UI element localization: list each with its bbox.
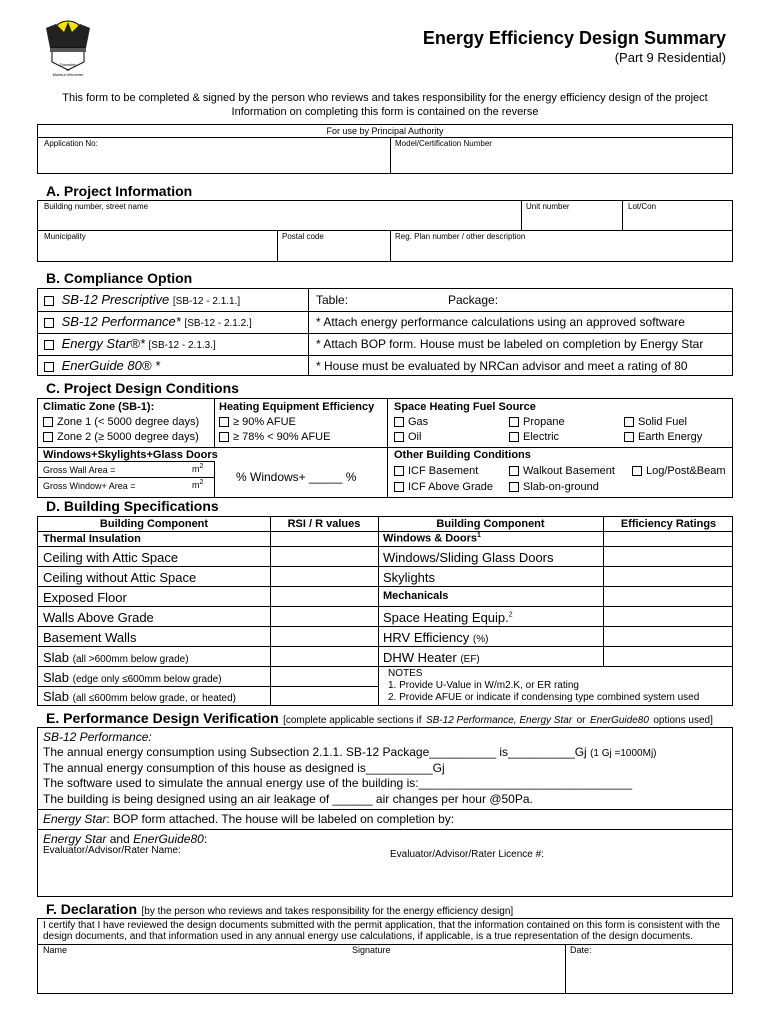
reg-plan-field[interactable]: Reg. Plan number / other description [395,232,526,241]
energy-star-rest: : BOP form attached. The house will be labeled on completion by: [106,812,455,826]
slab-on-ground-option[interactable] [509,481,599,493]
notes-heading: NOTES [388,668,423,679]
gross-wall-unit: $m^2$ [192,463,204,474]
checkbox-icon[interactable] [624,432,634,442]
building-specs-table [37,516,733,706]
zone1-label: Zone 1 (< 5000 degree days) [57,416,200,428]
package-field[interactable]: Package: [448,293,499,307]
windows-heading: Windows+Skylights+Glass Doors [43,449,218,461]
thermal-insulation-label: Thermal Insulation [43,533,141,545]
checkbox-icon[interactable] [632,466,642,476]
hrv-text: HRV Efficiency [383,630,470,645]
option-ref: [SB-12 - 2.1.2.] [184,318,252,329]
fuel-label: Gas [408,416,429,428]
unit-m: m [192,464,200,474]
note-2: 2. Provide AFUE or indicate if condensing type combined system used [388,692,700,703]
cond-label: Log/Post&Beam [646,465,726,477]
cond-label: ICF Basement [408,465,479,477]
he-label: ≥ 78% < 90% AFUE [233,431,331,443]
slab-note: (all >600mm below grade) [72,654,189,665]
section-e-note: options used] [653,715,713,726]
intro-line-2: Information on completing this form is contained on the reverse [231,106,539,118]
he-option-78[interactable] [219,431,330,443]
project-info-box [37,200,733,262]
option-label: Energy Star®* [61,336,145,351]
compliance-box [37,288,733,376]
performance-verification-box [37,727,733,897]
postal-code-field[interactable]: Postal code [282,232,324,241]
row-slab-2 [43,670,222,685]
walkout-option[interactable] [509,465,615,477]
fuel-label: Oil [408,431,422,443]
zone2-option[interactable] [43,431,199,443]
hrv-unit: (%) [472,634,489,645]
name-field[interactable]: Name [43,945,68,955]
fuel-label: Propane [523,416,565,428]
logo-caption: of [66,67,70,72]
checkbox-icon[interactable] [219,417,229,427]
checkbox-icon[interactable] [44,296,54,306]
other-conditions-heading: Other Building Conditions [394,449,531,461]
col-efficiency: Efficiency Ratings [620,518,717,530]
es-label: Energy Star [43,832,107,846]
fuel-label: Solid Fuel [638,416,687,428]
row-ceiling-attic: Ceiling with Attic Space [43,550,179,565]
sb12-performance-heading: SB-12 Performance: [43,730,152,744]
section-c-title: C. Project Design Conditions [46,380,239,396]
option-sb12-prescriptive[interactable] [44,292,240,307]
checkbox-icon[interactable] [394,482,404,492]
row-basement-walls: Basement Walls [43,630,137,645]
checkbox-icon[interactable] [43,417,53,427]
authority-box [37,124,733,174]
option-label: EnerGuide 80® * [61,358,161,373]
authority-heading: For use by Principal Authority [326,126,444,136]
row-windows-sliding: Windows/Sliding Glass Doors [383,550,554,565]
section-d-title: D. Building Specifications [46,498,219,514]
unit-m: m [192,480,200,490]
note-energy-star: * Attach BOP form. House must be labeled on completion by Energy Star [316,337,704,351]
windows-doors-text: Windows & Doors [383,532,478,545]
annual-consumption-package[interactable] [43,745,657,759]
energy-star-bop-line[interactable] [43,812,454,826]
declaration-box [37,918,733,994]
option-sb12-performance[interactable] [44,314,252,329]
pct-windows-field[interactable]: % Windows+ _____ % [236,470,357,484]
fuel-label: Electric [523,431,560,443]
table-field[interactable]: Table: [316,293,349,307]
evaluator-licence-field[interactable]: Evaluator/Advisor/Rater Licence #: [390,849,544,860]
windows-doors-label: Windows & Doors$^1$ [383,532,481,545]
section-e-note: SB-12 Performance, Energy Star [425,715,573,726]
space-heating-text: Space Heating Equip. [383,610,509,625]
note-1: 1. Provide U-Value in W/m2.K, or ER rating [388,680,579,691]
logo-caption: Township [59,62,77,67]
icf-basement-option[interactable] [394,465,478,477]
row-hrv [383,630,488,645]
gross-window-unit: $m^2$ [192,479,204,490]
fuel-label: Earth Energy [638,431,703,443]
section-e-note: EnerGuide80 [589,715,649,726]
model-cert-field[interactable]: Model/Certification Number [395,139,492,148]
option-ref: [SB-12 - 2.1.3.] [148,340,216,351]
signature-field[interactable]: Signature [352,945,391,955]
col-building-component-2: Building Component [436,518,545,530]
checkbox-icon[interactable] [509,482,519,492]
checkbox-icon[interactable] [394,432,404,442]
checkbox-icon[interactable] [624,417,634,427]
es-eg-heading [43,832,207,846]
checkbox-icon[interactable] [509,432,519,442]
unit-number-field[interactable]: Unit number [526,202,570,211]
section-f-title [46,901,513,919]
fuel-solid[interactable] [624,416,687,428]
row-slab-3 [43,689,236,704]
note-performance: * Attach energy performance calculations using an approved software [316,315,685,329]
building-number-field[interactable]: Building number, street name [44,202,149,211]
fuel-propane[interactable] [509,416,565,428]
form-subtitle: (Part 9 Residential) [614,50,726,65]
he-label: ≥ 90% AFUE [233,416,296,428]
section-e-note: [complete applicable sections if [283,715,422,726]
row-exposed-floor: Exposed Floor [43,590,127,605]
municipality-field[interactable]: Municipality [44,232,86,241]
checkbox-icon[interactable] [394,417,404,427]
checkbox-icon[interactable] [43,432,53,442]
fuel-source-heading: Space Heating Fuel Source [394,401,536,413]
option-ref: [SB-12 - 2.1.1.] [172,296,241,307]
form-title: Energy Efficiency Design Summary [422,28,726,48]
icf-above-option[interactable] [394,481,493,493]
section-a-title: A. Project Information [46,183,193,199]
dhw-unit: (EF) [460,654,480,665]
climatic-zone-heading: Climatic Zone (SB-1): [43,401,155,413]
section-e-heading: E. Performance Design Verification [46,710,279,726]
software-used[interactable]: The software used to simulate the annual energy use of the building is:________________________________ [43,776,633,790]
design-conditions-box [37,398,733,498]
fuel-gas[interactable] [394,416,428,428]
annual-consumption-design[interactable]: The annual energy consumption of this house as designed is__________Gj [43,761,445,775]
slab-note: (all ≤600mm below grade, or heated) [72,693,237,704]
logpost-option[interactable] [632,465,726,477]
lot-con-field[interactable]: Lot/Con [628,202,657,211]
section-e-title [46,710,713,728]
row-skylights: Skylights [383,570,436,585]
section-f-heading: F. Declaration [46,901,138,917]
section-b-title: B. Compliance Option [46,270,193,286]
heating-efficiency-heading: Heating Equipment Efficiency [219,401,375,413]
slab-note: (edge only ≤600mm below grade) [72,674,222,685]
and-label: and [109,832,130,846]
fuel-oil[interactable] [394,431,421,443]
zone2-label: Zone 2 (≥ 5000 degree days) [57,431,199,443]
option-label: SB-12 Prescriptive [61,292,170,307]
evaluator-name-field[interactable]: Evaluator/Advisor/Rater Name: [43,845,181,856]
gross-wall-field[interactable] [43,465,115,475]
cond-label: Slab-on-ground [523,481,599,493]
option-energy-star[interactable] [44,336,216,351]
certify-statement: I certify that I have reviewed the design documents submitted with the permit application, that the information contained on this form is consistent with the design documents, and that information used in any annual energy use calculations, if applicable, is a true representation of the design documents. [43,920,721,942]
slab-label: Slab [43,670,70,685]
fuel-earth[interactable] [624,431,702,443]
row-space-heating: Space Heating Equip.$^2$ [383,610,513,625]
fuel-electric[interactable] [509,431,559,443]
section-f-note: [by the person who reviews and takes responsibility for the energy efficiency design] [141,906,514,917]
application-no-field[interactable]: Application No: [44,139,98,148]
row-dhw [383,650,480,665]
checkbox-icon[interactable] [509,417,519,427]
date-field[interactable]: Date: [570,945,592,955]
cond-label: ICF Above Grade [408,481,493,493]
dhw-text: DHW Heater [383,650,457,665]
gross-window-label: Gross Window+ Area = [43,481,136,491]
logo-caption: Mulmur-Wroxeter [52,72,84,77]
he-option-90[interactable] [219,416,296,428]
section-e-note: or [576,715,586,726]
cond-label: Walkout Basement [523,465,615,477]
zone1-option[interactable] [43,416,199,428]
slab-label: Slab [43,650,70,665]
colon-label: : [203,832,208,846]
slab-label: Slab [43,689,70,704]
col-rsi: RSI / R values [287,518,361,530]
line1-text: The annual energy consumption using Subsection 2.1.1. SB-12 Package__________ is__________Gj [43,745,587,759]
checkbox-icon[interactable] [394,466,404,476]
air-leakage[interactable]: The building is being designed using an air leakage of ______ air changes per hour @50Pa. [43,792,533,806]
checkbox-icon[interactable] [509,466,519,476]
note-energuide: * House must be evaluated by NRCan advisor and meet a rating of 80 [316,359,688,373]
gross-wall-label: Gross Wall Area = [43,465,116,475]
option-energuide[interactable] [44,358,160,373]
checkbox-icon[interactable] [219,432,229,442]
eg-label: EnerGuide80 [133,832,204,846]
row-ceiling-no-attic: Ceiling without Attic Space [43,570,197,585]
line1-note: (1 Gj =1000Mj) [590,748,657,759]
energy-star-label: Energy Star [43,812,107,826]
checkbox-icon[interactable] [44,318,54,328]
checkbox-icon[interactable] [44,340,54,350]
mechanicals-label: Mechanicals [383,590,449,602]
col-building-component: Building Component [99,518,209,530]
option-label: SB-12 Performance* [61,314,181,329]
row-walls-above: Walls Above Grade [43,610,154,625]
intro-line-1: This form to be completed & signed by the person who reviews and takes responsibility for the energy efficiency design of the project [62,92,708,104]
row-slab-1 [43,650,189,665]
gross-window-field[interactable] [43,481,136,491]
checkbox-icon[interactable] [44,362,54,372]
